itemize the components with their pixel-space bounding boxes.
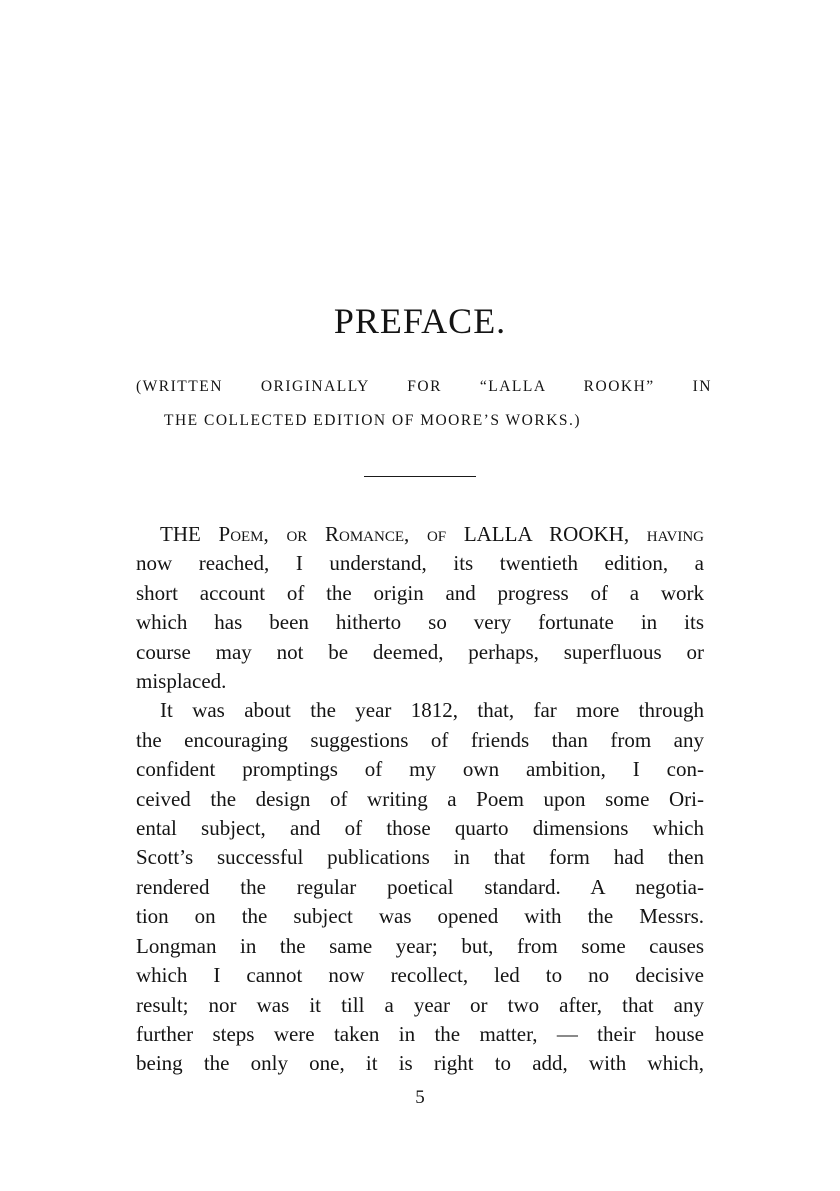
page-title: PREFACE. bbox=[333, 301, 507, 341]
preface-body bbox=[136, 520, 704, 1079]
text-line: result; nor was it till a year or two after, that any bbox=[136, 992, 704, 1017]
subtitle bbox=[136, 370, 712, 438]
subtitle-line: (WRITTEN ORIGINALLY FOR “LALLA ROOKH” IN bbox=[136, 378, 712, 395]
text-line: misplaced. bbox=[136, 669, 227, 694]
text-line: Scott’s successful publications in that form had then bbox=[136, 845, 704, 870]
text-line: ental subject, and of those quarto dimensions which bbox=[136, 816, 704, 841]
page-number: 5 bbox=[415, 1087, 425, 1108]
text-line: It was about the year 1812, that, far more through bbox=[160, 698, 704, 723]
text-line: which has been hitherto so very fortunate in its bbox=[136, 610, 704, 635]
text-line: tion on the subject was opened with the Messrs. bbox=[136, 904, 704, 929]
text-line bbox=[136, 520, 704, 549]
text-line: confident promptings of my own ambition, I con- bbox=[136, 757, 704, 782]
section-divider bbox=[364, 476, 476, 477]
text-line: Longman in the same year; but, from some causes bbox=[136, 933, 704, 958]
text-line: the encouraging suggestions of friends than from any bbox=[136, 727, 704, 752]
text-line: now reached, I understand, its twentieth edition, a bbox=[136, 551, 704, 576]
text-line: rendered the regular poetical standard. A negotia- bbox=[136, 874, 704, 899]
text-line: course may not be deemed, perhaps, superfluous or bbox=[136, 639, 704, 664]
text-line: further steps were taken in the matter, — their house bbox=[136, 1021, 704, 1046]
subtitle-line: THE COLLECTED EDITION OF MOORE’S WORKS.) bbox=[164, 412, 582, 429]
text-line: short account of the origin and progress of a work bbox=[136, 580, 704, 605]
text-line: ceived the design of writing a Poem upon some Ori- bbox=[136, 786, 704, 811]
text-line: being the only one, it is right to add, with which, bbox=[136, 1051, 704, 1076]
paragraph bbox=[136, 520, 704, 696]
text-line: which I cannot now recollect, led to no decisive bbox=[136, 963, 704, 988]
paragraph bbox=[136, 696, 704, 1078]
text-line-content: THE Poem, or Romance, of LALLA ROOKH, having bbox=[160, 522, 704, 546]
